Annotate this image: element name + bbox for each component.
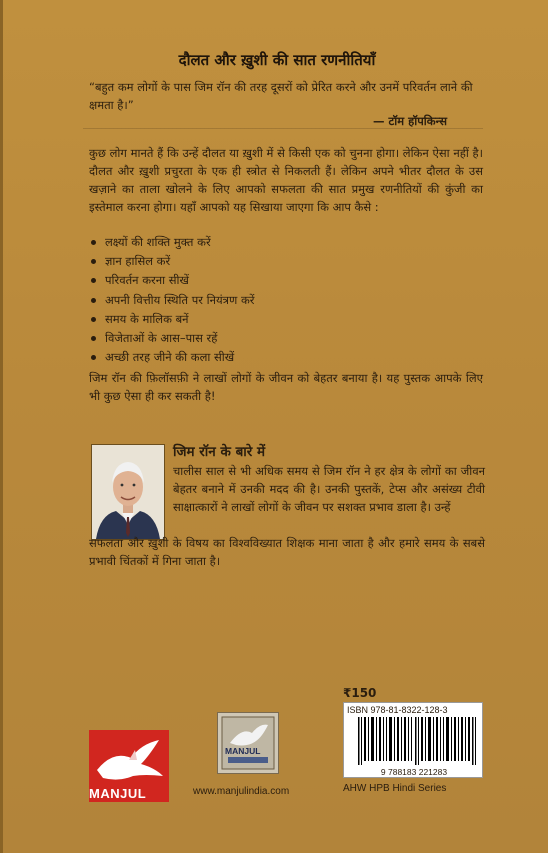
publisher-name: MANJUL <box>89 786 147 801</box>
barcode-box <box>343 702 483 778</box>
about-author-text: चालीस साल से भी अधिक समय से जिम रॉन ने हर क्षेत्र के लोगों का जीवन बेहतर बनाने में उनकी मदद की है। उनकी पुस्तकें, टेप्स और असंख्य टीवी साक्षात्कारों ने लाखों लोगों के जीवन पर सशक्त प्रभाव डाला है। उन्हें <box>173 464 485 514</box>
intro-paragraph: कुछ लोग मानते हैं कि उन्हें दौलत या ख़ुशी में से किसी एक को चुनना होगा। लेकिन ऐसा नहीं है। दौलत और ख़ुशी प्रचुरता के एक ही स्त्रोत से निकलती हैं। लेकिन अपने भीतर दौलत के उस खज़ाने का ताला खोलने के लिए आपको सफलता की सात प्रमुख रणनीतियों की कुंजी का इस्तेमाल करना होगा। यहाँ आपको यह सिखाया जाएगा कि आप कैसे : <box>89 146 483 214</box>
strategy-item: परिवर्तन करना सीखें <box>89 271 483 290</box>
author-photo <box>91 444 165 540</box>
book-title: दौलत और ख़ुशी की सात रणनीतियाँ <box>178 51 376 69</box>
strategy-item: ज्ञान हासिल करें <box>89 252 483 271</box>
strategy-item: समय के मालिक बनें <box>89 310 483 329</box>
quote-author: — टॉम हॉपकिन्स <box>373 114 448 128</box>
publisher-website[interactable]: www.manjulindia.com <box>193 786 290 797</box>
price-label: ₹150 <box>343 686 377 700</box>
strategy-item: अपनी वित्तीय स्थिति पर नियंत्रण करें <box>89 291 483 310</box>
barcode-icon <box>358 717 478 765</box>
publisher-stamp <box>217 712 279 774</box>
stamp-text: MANJUL <box>225 746 261 756</box>
closing-paragraph: जिम रॉन की फ़िलॉसफ़ी ने लाखों लोगों के जीवन को बेहतर बनाया है। यह पुस्तक आपके लिए भी कुछ ऐसा ही कर सकती है! <box>89 371 483 403</box>
about-author-text-continued: सफलता और ख़ुशी के विषय का विश्वविख्यात शिक्षक माना जाता है और हमारे समय के सबसे प्रभावी चिंतकों में गिना जाता है। <box>89 536 485 568</box>
barcode-number: 9 788183 221283 <box>380 767 448 777</box>
strategy-item: अच्छी तरह जीने की कला सीखें <box>89 348 483 367</box>
strategy-list <box>89 233 483 367</box>
strategy-item: लक्ष्यों की शक्ति मुक्त करें <box>89 233 483 252</box>
about-author-title: जिम रॉन के बारे में <box>173 444 266 460</box>
strategy-item: विजेताओं के आस–पास रहें <box>89 329 483 348</box>
divider <box>83 128 483 129</box>
isbn-label: ISBN 978-81-8322-128-3 <box>347 705 448 715</box>
quote-text: “बहुत कम लोगों के पास जिम रॉन की तरह दूसरों को प्रेरित करने और उनमें परिवर्तन लाने की क्षमता है।” <box>89 80 473 112</box>
series-label: AHW HPB Hindi Series <box>343 783 447 794</box>
